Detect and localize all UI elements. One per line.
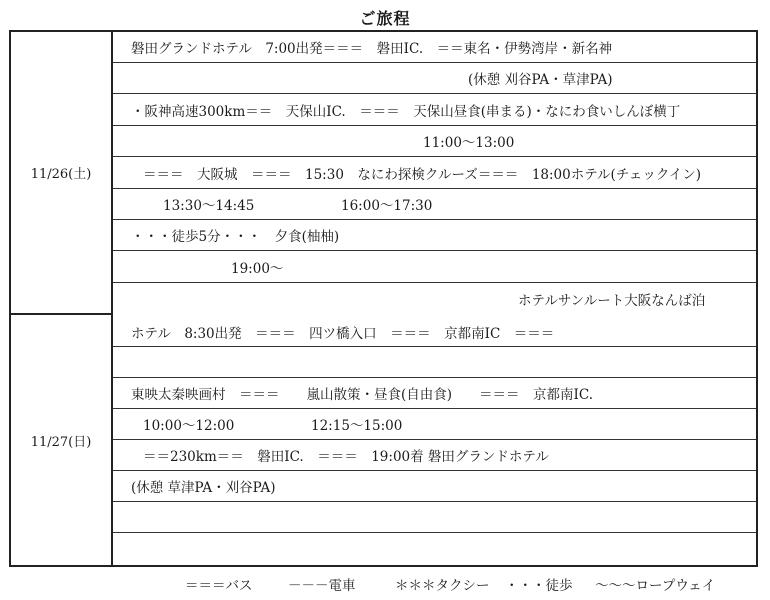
itinerary-row xyxy=(113,189,756,220)
itinerary-text: 東映太秦映画村 ＝＝＝ 嵐山散策・昼食(自由食) ＝＝＝ 京都南IC. xyxy=(131,387,594,403)
itinerary-text: 10:00〜12:00 xyxy=(143,418,235,434)
itinerary-text: 12:15〜15:00 xyxy=(311,418,403,434)
itinerary-text: 16:00〜17:30 xyxy=(341,198,433,214)
itinerary-row xyxy=(113,157,756,189)
itinerary-row xyxy=(113,440,756,471)
itinerary-row xyxy=(113,533,756,565)
date-cell-day1 xyxy=(11,32,113,315)
itinerary-row xyxy=(113,283,756,315)
itinerary-row xyxy=(113,502,756,533)
itinerary-row xyxy=(113,471,756,502)
itinerary-text: 11:00〜13:00 xyxy=(423,135,515,151)
legend-bus: ＝＝＝バス xyxy=(185,578,253,594)
itinerary-text: 13:30〜14:45 xyxy=(163,198,255,214)
itinerary-text: ・・・徒歩5分・・・ 夕食(柚柚) xyxy=(131,229,340,245)
itinerary-text: (休憩 刈谷PA・草津PA) xyxy=(468,72,613,88)
itinerary-text: ・阪神高速300km＝＝ 天保山IC. ＝＝＝ 天保山昼食(串まる)・なにわ食いしんぼ横丁 xyxy=(131,103,681,120)
date-cell-day2 xyxy=(11,315,113,565)
itinerary-row xyxy=(113,347,756,378)
page-title: ご旅程 xyxy=(359,9,411,28)
itinerary-row xyxy=(113,378,756,409)
legend-walk: ・・・徒歩 xyxy=(505,578,573,594)
itinerary-text: ＝＝230km＝＝ 磐田IC. ＝＝＝ 19:00着 磐田グランドホテル xyxy=(143,449,549,465)
hotel-stay-text: ホテルサンルート大阪なんば泊 xyxy=(518,293,706,309)
legend-taxi: ＊＊＊タクシー xyxy=(395,578,490,594)
legend-train: －－－電車 xyxy=(288,578,356,594)
itinerary-row xyxy=(113,409,756,440)
itinerary-text: 19:00〜 xyxy=(231,260,284,277)
legend-ropeway: 〜〜〜ロープウェイ xyxy=(595,578,716,594)
itinerary-row xyxy=(113,251,756,283)
itinerary-text: 磐田グランドホテル 7:00出発＝＝＝ 磐田IC. ＝＝東名・伊勢湾岸・新名神 xyxy=(131,41,613,57)
itinerary-row xyxy=(113,126,756,157)
date-label: 11/26(土) xyxy=(30,167,92,182)
itinerary-text: ホテル 8:30出発 ＝＝＝ 四ツ橋入口 ＝＝＝ 京都南IC ＝＝＝ xyxy=(131,325,555,342)
itinerary-row xyxy=(113,317,756,347)
itinerary-row xyxy=(113,94,756,126)
itinerary-row xyxy=(113,220,756,251)
itinerary-row xyxy=(113,63,756,94)
itinerary-text: ＝＝＝ 大阪城 ＝＝＝ 15:30 なにわ探検クルーズ＝＝＝ 18:00ホテル(チェックイン) xyxy=(143,166,702,183)
itinerary-row xyxy=(113,32,756,63)
itinerary-text: (休憩 草津PA・刈谷PA) xyxy=(131,480,276,496)
date-label: 11/27(日) xyxy=(30,434,92,450)
itinerary-table xyxy=(9,30,758,567)
